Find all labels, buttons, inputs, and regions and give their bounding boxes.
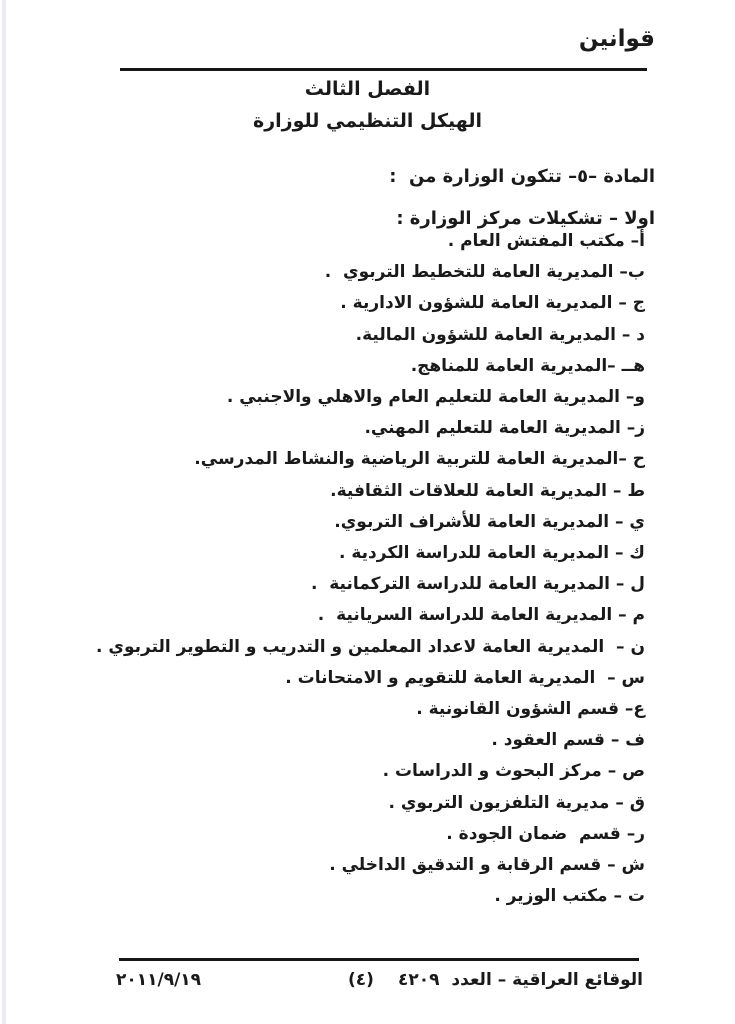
list-item: ف – قسم العقود . bbox=[491, 730, 645, 751]
list-item: ي – المديرية العامة للأشراف التربوي. bbox=[334, 511, 645, 532]
organization-list bbox=[40, 226, 645, 912]
list-item: د – المديرية العامة للشؤون المالية. bbox=[355, 324, 645, 345]
issue-number: ٤٢٠٩ bbox=[397, 970, 440, 990]
list-item: ر– قسم ضمان الجودة . bbox=[446, 823, 645, 844]
list-item: ح –المديرية العامة للتربية الرياضية والنشاط المدرسي. bbox=[194, 449, 645, 470]
chapter-title: الفصل الثالث bbox=[304, 78, 431, 100]
section-label: قوانين bbox=[578, 26, 655, 52]
list-item: ق – مديرية التلفزيون التربوي . bbox=[388, 792, 645, 813]
list-item: ز– المديرية العامة للتعليم المهني. bbox=[364, 418, 645, 439]
issue-date: ٢٠١١/٩/١٩ bbox=[116, 970, 202, 990]
header-rule bbox=[120, 68, 647, 71]
article-line: المادة –٥– تتكون الوزارة من : bbox=[389, 166, 655, 187]
list-item: ب– المديرية العامة للتخطيط التربوي . bbox=[324, 262, 645, 283]
list-item: هــ –المديرية العامة للمناهج. bbox=[410, 355, 645, 376]
first-clause-line: اولا – تشكيلات مركز الوزارة : bbox=[396, 208, 655, 229]
scan-edge-artifact bbox=[2, 0, 6, 1024]
list-item: و– المديرية العامة للتعليم العام والاهلي والاجنبي . bbox=[226, 387, 645, 408]
page-title: الهيكل التنظيمي للوزارة bbox=[253, 110, 482, 132]
footer-rule bbox=[119, 958, 639, 961]
page-number: (٤) bbox=[348, 970, 374, 990]
list-item: ك – المديرية العامة للدراسة الكردية . bbox=[338, 543, 645, 564]
gazette-title bbox=[398, 970, 643, 990]
list-item: ت – مكتب الوزير . bbox=[494, 886, 645, 907]
list-item: ن – المديرية العامة لاعداد المعلمين و التدريب و التطوير التربوي . bbox=[96, 636, 645, 657]
list-item: م – المديرية العامة للدراسة السريانية . bbox=[317, 605, 645, 626]
gazette-name: الوقائع العراقية – العدد bbox=[451, 970, 643, 990]
list-item: أ– مكتب المفتش العام . bbox=[447, 231, 645, 251]
list-item: ط – المديرية العامة للعلاقات الثقافية. bbox=[330, 480, 645, 501]
list-item: س – المديرية العامة للتقويم و الامتحانات . bbox=[285, 667, 645, 688]
list-item: ع– قسم الشؤون القانونية . bbox=[416, 699, 645, 720]
list-item: ج – المديرية العامة للشؤون الادارية . bbox=[340, 293, 645, 314]
list-item: ش – قسم الرقابة و التدقيق الداخلي . bbox=[329, 855, 645, 876]
page-footer bbox=[0, 966, 735, 1000]
list-item: ل – المديرية العامة للدراسة التركمانية . bbox=[310, 574, 645, 595]
list-item: ص – مركز البحوث و الدراسات . bbox=[382, 761, 645, 782]
